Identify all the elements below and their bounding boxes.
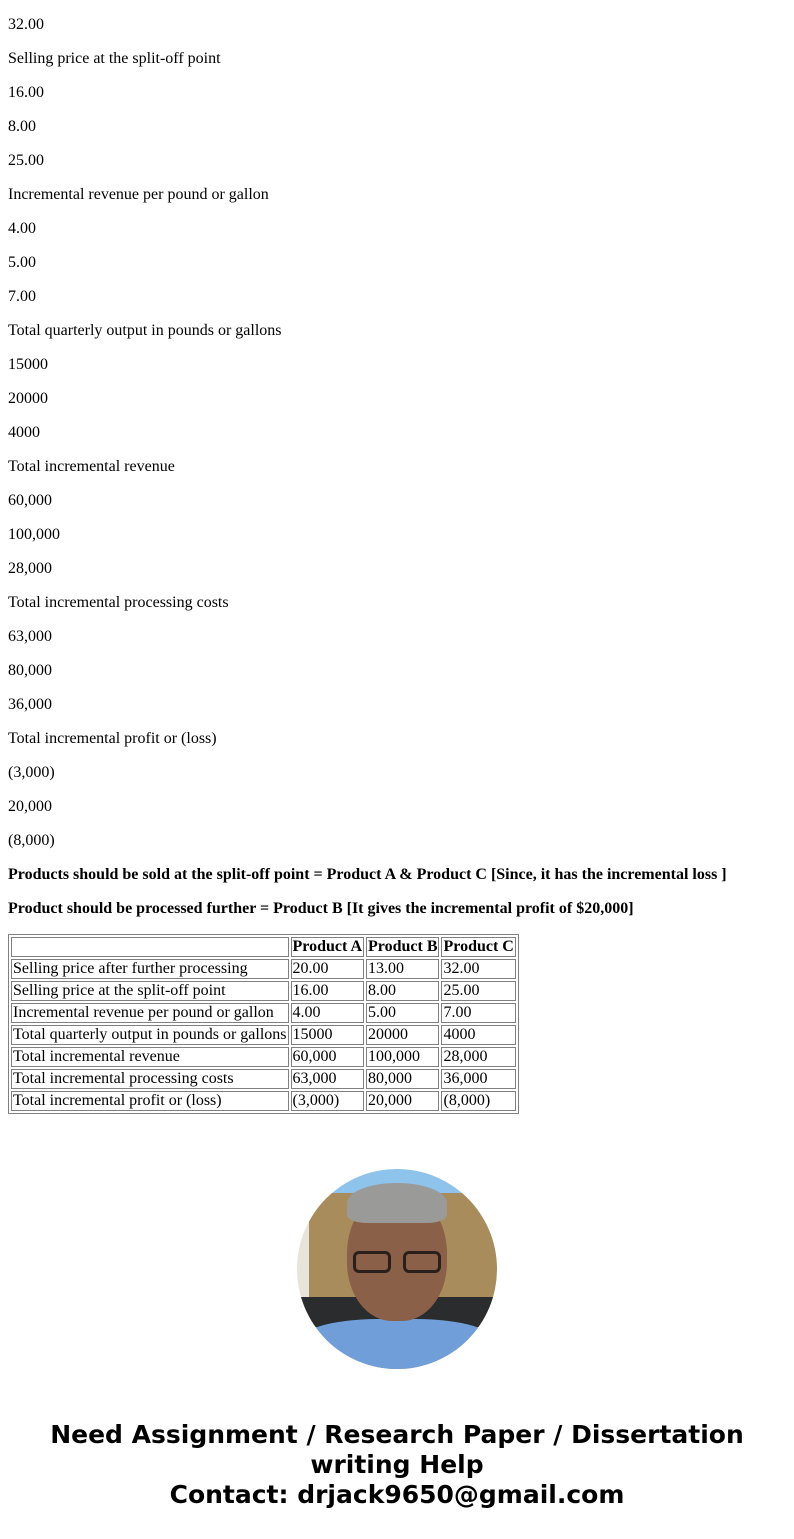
answer-line: 25.00	[8, 152, 44, 169]
table-cell: 32.00	[441, 959, 515, 979]
answer-line: Total quarterly output in pounds or gallons	[8, 322, 282, 339]
table-cell: 16.00	[291, 981, 364, 1001]
column-header: Product A	[292, 938, 362, 955]
footer-contact[interactable]: Contact: drjack9650@gmail.com	[169, 1480, 625, 1509]
answer-line: (3,000)	[8, 764, 55, 781]
conclusion-line: Products should be sold at the split-off point = Product A & Product C [Since, it has the incremental loss ]	[8, 866, 727, 883]
table-cell: 4.00	[291, 1003, 364, 1023]
table-cell: (8,000)	[441, 1091, 515, 1111]
conclusion-line: Product should be processed further = Product B [It gives the incremental profit of $20,000]	[8, 900, 634, 917]
table-row	[11, 981, 516, 1001]
author-photo	[297, 1169, 497, 1369]
table-row	[11, 1025, 516, 1045]
table-cell: 80,000	[366, 1069, 439, 1089]
row-label: Total quarterly output in pounds or gallons	[13, 1026, 287, 1043]
footer-line-1: Need Assignment / Research Paper / Dissertation	[50, 1420, 744, 1449]
answer-line: 100,000	[8, 526, 60, 543]
answer-line: 20000	[8, 390, 48, 407]
answer-line: (8,000)	[8, 832, 55, 849]
table-cell: 36,000	[441, 1069, 515, 1089]
answer-line: 32.00	[8, 16, 44, 33]
answer-line: 28,000	[8, 560, 52, 577]
table-cell: 100,000	[366, 1047, 439, 1067]
table-cell: 20000	[366, 1025, 439, 1045]
answer-line: Selling price at the split-off point	[8, 50, 221, 67]
table-row	[11, 959, 516, 979]
table-row	[11, 1091, 516, 1111]
answer-line: 36,000	[8, 696, 52, 713]
table-cell: 20.00	[291, 959, 364, 979]
answer-line: Incremental revenue per pound or gallon	[8, 186, 269, 203]
table-row	[11, 1003, 516, 1023]
table-cell: 13.00	[366, 959, 439, 979]
answer-content	[0, 16, 794, 1114]
footer-line-2: writing Help	[310, 1450, 484, 1479]
table-header-row	[11, 937, 516, 957]
answer-line: 80,000	[8, 662, 52, 679]
column-header	[11, 937, 289, 957]
row-label: Selling price after further processing	[11, 959, 289, 979]
row-label: Total incremental profit or (loss)	[11, 1091, 289, 1111]
answer-line: 4.00	[8, 220, 36, 237]
table-row	[11, 1069, 516, 1089]
answer-line: 8.00	[8, 118, 36, 135]
table-cell: (3,000)	[291, 1091, 364, 1111]
row-label: Incremental revenue per pound or gallon	[11, 1003, 289, 1023]
answer-line: 15000	[8, 356, 48, 373]
table-cell: 28,000	[441, 1047, 515, 1067]
answer-line: Total incremental profit or (loss)	[8, 730, 217, 747]
table-cell: 60,000	[291, 1047, 364, 1067]
answer-line: Total incremental revenue	[8, 458, 175, 475]
table-cell: 8.00	[366, 981, 439, 1001]
column-header: Product B	[368, 938, 438, 955]
table-cell: 15000	[291, 1025, 364, 1045]
answer-line: 7.00	[8, 288, 36, 305]
answer-line: 20,000	[8, 798, 52, 815]
table-cell: 4000	[441, 1025, 515, 1045]
answer-line: 60,000	[8, 492, 52, 509]
table-cell: 20,000	[366, 1091, 439, 1111]
table-cell: 25.00	[441, 981, 515, 1001]
answer-line: 4000	[8, 424, 40, 441]
table-cell: 63,000	[291, 1069, 364, 1089]
answer-line: 5.00	[8, 254, 36, 271]
column-header: Product C	[443, 938, 514, 955]
answer-line: 16.00	[8, 84, 44, 101]
contact-banner	[0, 1420, 794, 1510]
table-row	[11, 1047, 516, 1067]
answer-line: Total incremental processing costs	[8, 594, 229, 611]
table-cell: 5.00	[366, 1003, 439, 1023]
row-label: Total incremental processing costs	[11, 1069, 289, 1089]
answer-line: 63,000	[8, 628, 52, 645]
incremental-analysis-table	[8, 934, 519, 1114]
row-label: Selling price at the split-off point	[11, 981, 289, 1001]
table-cell: 7.00	[441, 1003, 515, 1023]
row-label: Total incremental revenue	[11, 1047, 289, 1067]
